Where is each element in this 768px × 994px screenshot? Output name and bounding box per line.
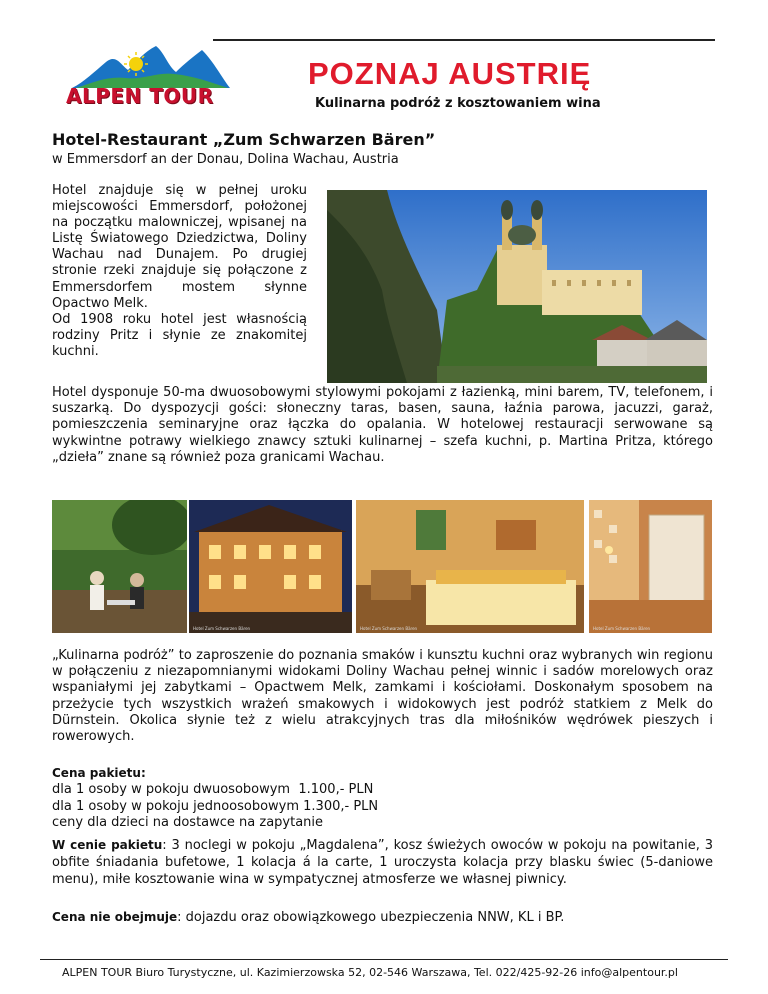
svg-text:Hotel Zum Schwarzen Bären: Hotel Zum Schwarzen Bären [193, 626, 251, 631]
page-subtitle: Kulinarna podróż z kosztowaniem wina [315, 96, 601, 111]
journey-description: „Kulinarna podróż” to zaproszenie do poznania smaków i kunsztu kuchni oraz wybranych win regionu w połączeniu z niezapomnianymi widokami Doliny Wachau pełnej winnic i sadów morelowych oraz wspaniałymi jej zabytkami – Opactwem Melk, zamkami i kościołami. Doskonałym sposobem na przeżycie tych wszystkich wrażeń smakowych i widokowych jest podróż statkiem z Melk do Dürnstein. Okolica słynie też z wielu atrakcyjnych tras dla miłośników wędrówek pieszych i rowerowych. [52, 648, 713, 745]
intro-paragraph: Hotel znajduje się w pełnej uroku miejscowości Emmersdorf, położonej na początku malowniczej, wpisanej na Listę Światowego Dziedzictwa, Doliny Wachau nad Dunajem. Po drugiej stronie rzeki znajduje się połączone z Emmersdorfem mostem słynne Opactwo Melk. [52, 183, 307, 311]
garden-dining-photo [52, 500, 187, 633]
price-block [52, 765, 713, 832]
price-line: dla 1 osoby w pokoju dwuosobowym 1.100,- PLN [52, 781, 374, 797]
svg-text:Hotel Zum Schwarzen Bären: Hotel Zum Schwarzen Bären [593, 626, 651, 631]
footer-contact: ALPEN TOUR Biuro Turystyczne, ul. Kazimierzowska 52, 02-546 Warszawa, Tel. 022/425-92-26 info@alpentour.pl [62, 966, 678, 979]
includes-text: : 3 noclegi w pokoju „Magdalena”, kosz świeżych owoców w pokoju na powitanie, 3 obfite śniadania bufetowe, 1 kolacja á la carte, 1 uroczysta kolacja przy blasku świec (5-daniowe menu), miłe kosztowanie wina w sympatycznej atmosferze we własnej piwnicy. [52, 838, 713, 887]
logo-text: ALPEN TOUR [66, 84, 214, 108]
intro-text [52, 183, 307, 360]
price-line: dla 1 osoby w pokoju jednoosobowym 1.300,- PLN [52, 798, 379, 814]
package-includes [52, 837, 713, 888]
svg-text:Hotel Zum Schwarzen Bären: Hotel Zum Schwarzen Bären [360, 626, 418, 631]
bottom-divider [40, 959, 728, 960]
hotel-room-photo [356, 500, 584, 633]
melk-abbey-photo [327, 190, 707, 383]
intro-paragraph: Od 1908 roku hotel jest własnością rodziny Pritz i słynie ze znakomitej kuchni. [52, 311, 307, 359]
hotel-location: w Emmersdorf an der Donau, Dolina Wachau, Austria [52, 152, 399, 167]
price-line: ceny dla dzieci na dostawce na zapytanie [52, 815, 324, 831]
package-excludes [52, 910, 564, 925]
page-title: POZNAJ AUSTRIĘ [308, 56, 592, 91]
excludes-text: : dojazdu oraz obowiązkowego ubezpieczenia NNW, KL i BP. [177, 910, 565, 925]
includes-label: W cenie pakietu [52, 838, 163, 852]
bathroom-photo [589, 500, 712, 633]
top-divider [213, 39, 715, 41]
hotel-name: Hotel-Restaurant „Zum Schwarzen Bären” [52, 130, 436, 149]
hotel-night-photo [189, 500, 352, 633]
hotel-description: Hotel dysponuje 50-ma dwuosobowymi stylowymi pokojami z łazienką, mini barem, TV, telefonem, i suszarką. Do dyspozycji gości: słoneczny taras, basen, sauna, łaźnia parowa, jacuzzi, garaż, pomieszczenia seminaryjne oraz łączka do opalania. W hotelowej restauracji serwowane są wykwintne potrawy wielkiego znawcy sztuki kulinarnej – szefa kuchni, p. Martina Pritza, którego „dzieła” znane są również poza granicami Wachau. [52, 385, 713, 465]
excludes-label: Cena nie obejmuje [52, 910, 178, 924]
price-label: Cena pakietu: [52, 766, 146, 780]
